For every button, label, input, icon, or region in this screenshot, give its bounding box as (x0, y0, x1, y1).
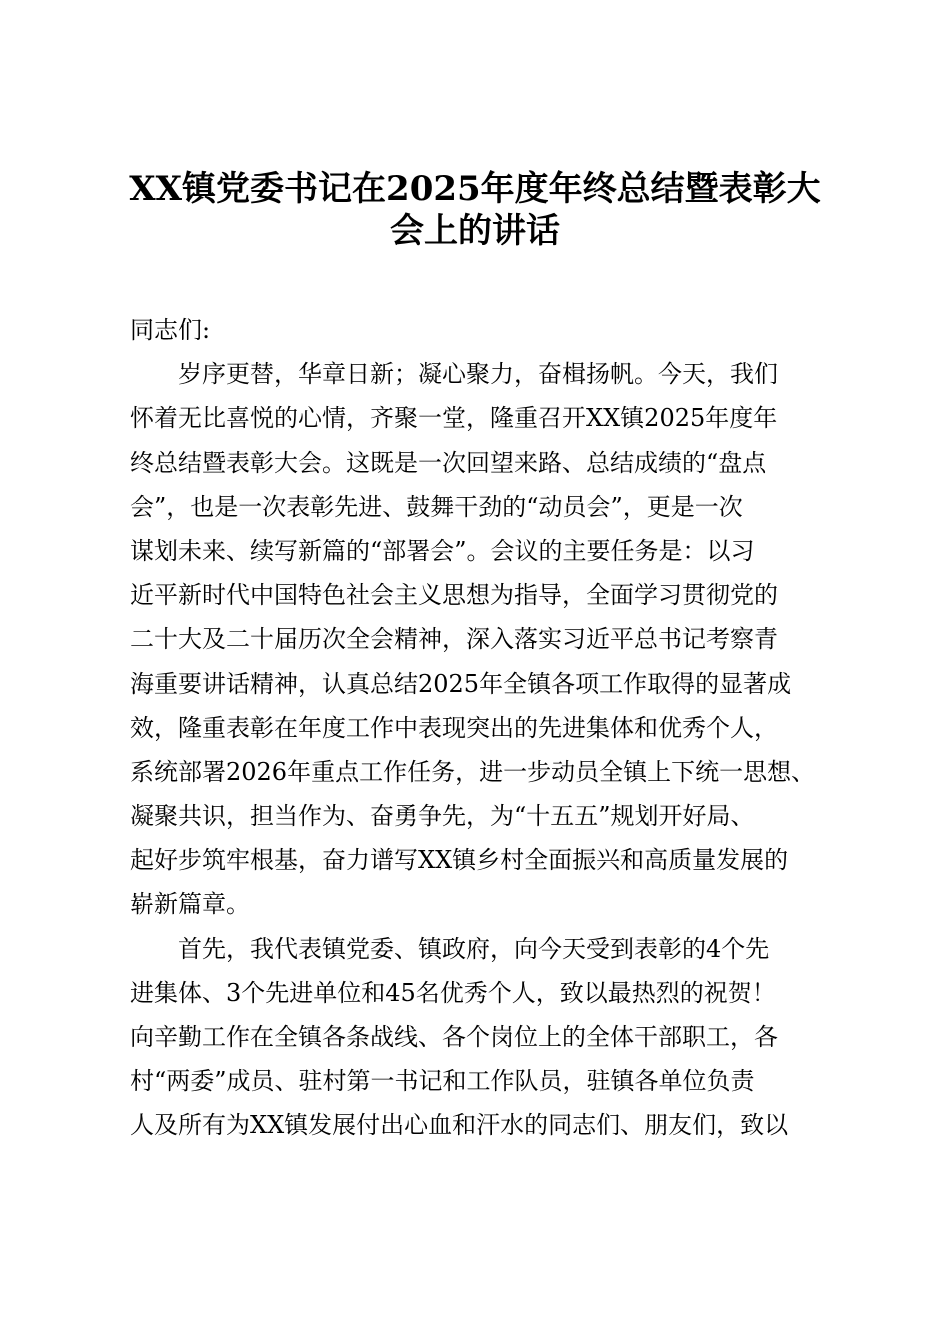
paragraph-line: 会”，也是一次表彰先进、鼓舞干劲的“动员会”，更是一次 (130, 492, 743, 521)
document-title (100, 168, 850, 252)
paragraph-line: 谋划未来、续写新篇的“部署会”。会议的主要任务是：以习 (130, 536, 755, 565)
paragraph-line: 崭新篇章。 (130, 890, 250, 919)
salutation: 同志们: (130, 316, 211, 344)
paragraph-line: 进集体、3个先进单位和45名优秀个人，致以最热烈的祝贺！ (130, 978, 776, 1007)
paragraph-line: 首先，我代表镇党委、镇政府，向今天受到表彰的4个先 (178, 934, 770, 963)
paragraph-line: 海重要讲话精神，认真总结2025年全镇各项工作取得的显著成 (130, 669, 792, 698)
document-body (130, 308, 845, 1148)
paragraph-opening (130, 352, 845, 926)
paragraph-line: 起好步筑牢根基，奋力谱写XX镇乡村全面振兴和高质量发展的 (130, 846, 789, 875)
title-line: XX镇党委书记在2025年度年终总结暨表彰大 (129, 169, 821, 209)
title-line: 会上的讲话 (390, 211, 560, 251)
paragraph-thanks (130, 927, 845, 1148)
paragraph-line: 人及所有为XX镇发展付出心血和汗水的同志们、朋友们，致以 (130, 1111, 789, 1140)
paragraph-line: 村“两委”成员、驻村第一书记和工作队员，驻镇各单位负责 (130, 1067, 755, 1096)
paragraph-line: 向辛勤工作在全镇各条战线、各个岗位上的全体干部职工，各 (130, 1023, 778, 1051)
paragraph-line: 系统部署2026年重点工作任务，进一步动员全镇上下统一思想、 (130, 757, 816, 786)
paragraph-line: 怀着无比喜悦的心情，齐聚一堂，隆重召开XX镇2025年度年 (130, 404, 778, 433)
paragraph-line: 岁序更替，华章日新；凝心聚力，奋楫扬帆。今天，我们 (178, 360, 778, 389)
paragraph-line: 二十大及二十届历次全会精神，深入落实习近平总书记考察青 (130, 625, 778, 654)
paragraph-line: 效，隆重表彰在年度工作中表现突出的先进集体和优秀个人， (130, 713, 778, 742)
paragraph-line: 近平新时代中国特色社会主义思想为指导，全面学习贯彻党的 (130, 581, 778, 610)
paragraph-line: 终总结暨表彰大会。这既是一次回望来路、总结成绩的“盘点 (130, 448, 767, 477)
paragraph-line: 凝聚共识，担当作为、奋勇争先，为“十五五”规划开好局、 (130, 802, 755, 831)
